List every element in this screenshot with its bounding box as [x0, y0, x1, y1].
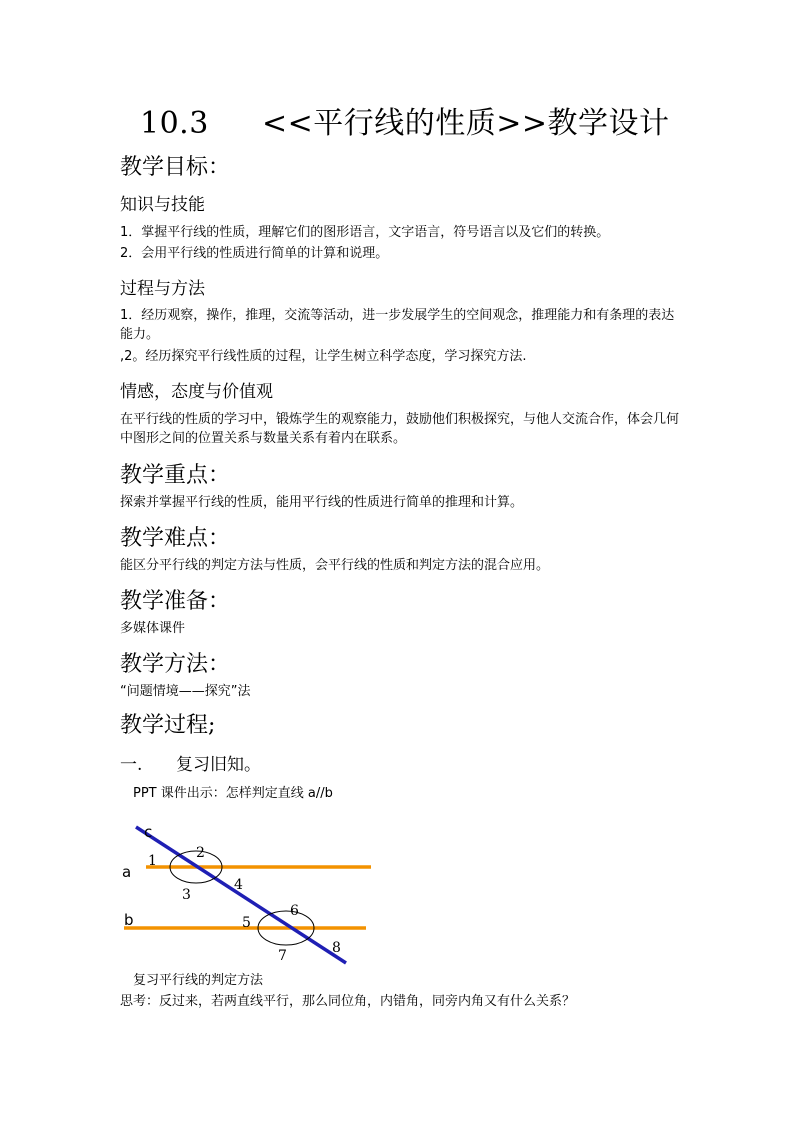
title-number: 10.3: [140, 106, 209, 141]
method-text: “问题情境——探究”法: [120, 684, 251, 699]
process-heading: 过程与方法: [120, 279, 205, 299]
knowledge-item-1: 1．掌握平行线的性质，理解它们的图形语言，文字语言，符号语言以及它们的转换。: [120, 225, 610, 240]
line-c-label: c: [144, 823, 153, 841]
process-item-1: 1．经历观察，操作，推理，交流等活动，进一步发展学生的空间观念，推理能力和有条理的表达能力。: [120, 308, 675, 342]
angle-label-3: 3: [182, 887, 191, 903]
step1-number: 一.: [120, 755, 143, 775]
ppt-line: PPT 课件出示：怎样判定直线 a//b: [133, 786, 333, 801]
angle-label-1: 1: [148, 853, 157, 869]
method-heading: 教学方法：: [120, 652, 231, 677]
angle-label-4: 4: [234, 877, 243, 893]
key-points-text: 探索并掌握平行线的性质，能用平行线的性质进行简单的推理和计算。: [120, 495, 524, 510]
angle-label-2: 2: [196, 845, 205, 861]
line-a-label: a: [122, 863, 132, 881]
angle-label-5: 5: [242, 915, 251, 931]
knowledge-item-2: 2．会用平行线的性质进行简单的计算和说理。: [120, 246, 389, 261]
process-item-2: ,2。经历探究平行线性质的过程，让学生树立科学态度，学习探究方法.: [120, 349, 527, 364]
objectives-heading: 教学目标：: [120, 155, 231, 180]
angle-label-8: 8: [332, 940, 341, 956]
difficulties-heading: 教学难点：: [120, 526, 231, 551]
process-section-heading: 教学过程;: [120, 713, 216, 738]
title-text: <<平行线的性质>>教学设计: [262, 106, 670, 141]
line-b-label: b: [124, 911, 134, 929]
preparation-heading: 教学准备：: [120, 589, 231, 614]
preparation-text: 多媒体课件: [120, 621, 186, 636]
knowledge-heading: 知识与技能: [120, 195, 205, 215]
step1-title: 复习旧知。: [176, 755, 261, 775]
emotion-heading: 情感，态度与价值观: [120, 382, 273, 402]
difficulties-text: 能区分平行线的判定方法与性质，会平行线的性质和判定方法的混合应用。: [120, 558, 550, 573]
figure-caption: 复习平行线的判定方法: [133, 973, 264, 988]
angle-label-6: 6: [290, 903, 299, 919]
line-c-transversal: [136, 827, 346, 963]
key-points-heading: 教学重点：: [120, 463, 231, 488]
think-question: 思考：反过来，若两直线平行，那么同位角，内错角，同旁内角又有什么关系？: [120, 994, 576, 1009]
angle-label-7: 7: [278, 948, 287, 964]
page-title: [140, 98, 670, 142]
parallel-lines-figure: [110, 815, 390, 975]
emotion-text: 在平行线的性质的学习中，锻炼学生的观察能力，鼓励他们积极探究，与他人交流合作，体会几何中图形之间的位置关系与数量关系有着内在联系。: [120, 412, 680, 446]
